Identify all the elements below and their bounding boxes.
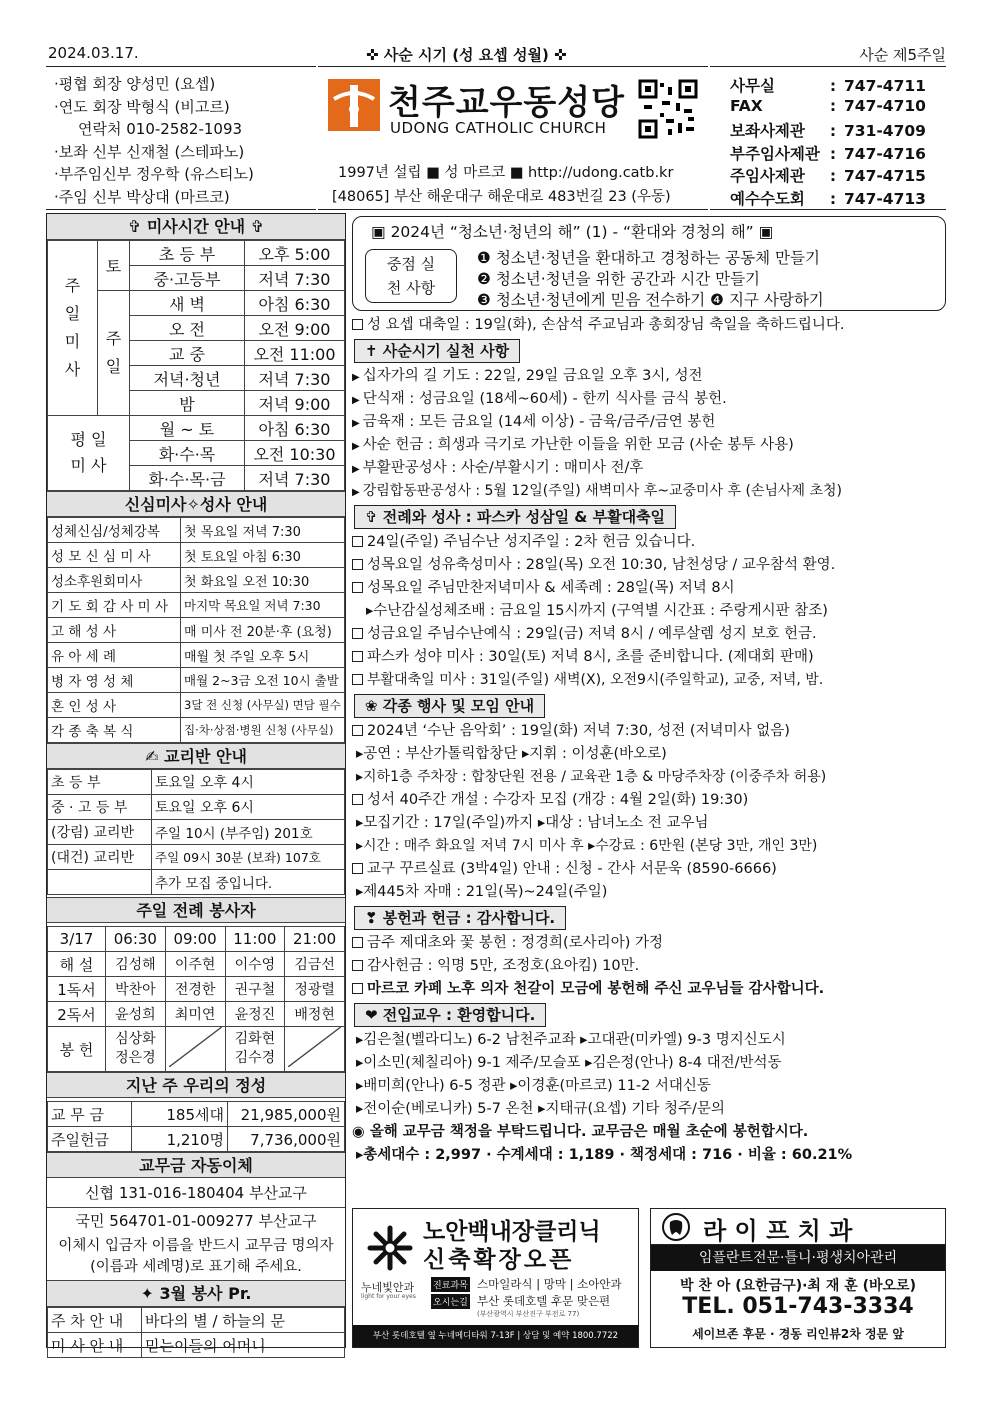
mass-name: 교 중 [130, 341, 245, 366]
special-name: 각 종 축 복 식 [48, 718, 181, 743]
list-item: ▸제445차 자매 : 21일(목)~24일(주일) [356, 884, 608, 900]
class-name: (강림) 교리반 [48, 820, 152, 845]
server-time: 11:00 [225, 927, 285, 952]
clinic-address: (부산광역시 부산진구 부전로 77) [477, 1310, 580, 1318]
triangle-icon: ▶ [352, 372, 360, 383]
liturgy-heading: ✞ 전례와 성사 : 파스카 성삼일 & 부활대축일 [354, 505, 676, 529]
church-masthead [318, 66, 708, 210]
list-item: 성목요일 주님만찬저녁미사 & 세족례 : 28일(목) 저녁 8시 [352, 577, 946, 600]
pr-role: 미 사 안 내 [48, 1333, 142, 1358]
contact-item: 주임사제관 : 747-4715 [730, 167, 926, 185]
diagonal-line [288, 1027, 341, 1067]
list-item: 24일(주일) 주님수난 성지주일 : 2차 헌금 있습니다. [352, 531, 946, 554]
list-item: ▶ 금육재 : 모든 금요일 (14세 이상) - 금육/금주/금연 봉헌 [352, 411, 946, 434]
list-item: ▸전이순(베로니카) 5-7 온천 ▸지태규(요셉) 기타 청주/문의 [356, 1101, 725, 1117]
events-heading: ❀ 각종 행사 및 모임 안내 [354, 694, 545, 718]
special-name: 성체신심/성체강복 [48, 518, 181, 543]
pr-group: 믿는이들의 어머니 [142, 1333, 345, 1358]
class-time: 주일 09시 30분 (보좌) 107호 [152, 845, 345, 870]
saturday-label: 토 [98, 241, 130, 291]
special-detail: 매월 2~3금 오전 10시 출발 [181, 668, 345, 693]
contact-item: 예수수도회 : 747-4713 [730, 189, 926, 208]
special-name: 기 도 회 감 사 미 사 [48, 593, 181, 618]
empty-cell [165, 1027, 225, 1072]
bank-account: 신협 131-016-180404 부산교구 [47, 1178, 345, 1208]
mass-name: 오 전 [130, 316, 245, 341]
offering-amount: 7,736,000원 [228, 1127, 345, 1152]
triangle-icon: ▶ [352, 487, 360, 498]
officer-item: 연락처 010-2582-1093 [78, 120, 243, 138]
server-role: 봉 헌 [48, 1027, 106, 1072]
offering-table [47, 1101, 345, 1152]
dental-title: 라 이 프 치 과 [703, 1217, 853, 1245]
pr-table [47, 1307, 345, 1358]
mass-name: 초 등 부 [130, 241, 245, 266]
church-logo-icon [328, 79, 380, 131]
clinic-specialties: 스마일라식 | 망막 | 소아안과 [477, 1277, 622, 1291]
offering-type: 교 무 금 [48, 1102, 132, 1127]
church-name: 천주교우동성당 [388, 83, 625, 123]
triangle-icon: ▶ [352, 395, 360, 406]
server-name: 심상화 정은경 [106, 1027, 166, 1072]
dental-doctors: 박 찬 아 (요한금구)·최 재 훈 (바오로) [680, 1278, 916, 1294]
tag-label: 진료과목 [431, 1277, 470, 1292]
server-name: 김성해 [106, 952, 166, 977]
pr-role: 주 차 안 내 [48, 1308, 142, 1333]
server-name: 배정현 [285, 1002, 345, 1027]
checkbox-icon [352, 674, 363, 685]
special-name: 성 모 신 심 미 사 [48, 543, 181, 568]
mass-times-heading: ✞ 미사시간 안내 ✞ [47, 214, 345, 240]
special-detail: 매 미사 전 20분·후 (요청) [181, 618, 345, 643]
server-name: 정광렬 [285, 977, 345, 1002]
mass-time: 오후 5:00 [245, 241, 345, 266]
list-item: 성서 40주간 개설 : 수강자 모집 (개강 : 4월 2일(화) 19:30) [352, 789, 946, 812]
mass-name: 월 ~ 토 [130, 416, 245, 441]
triangle-icon: ▶ [352, 464, 360, 475]
special-name: 고 해 성 사 [48, 618, 181, 643]
mass-time: 오전 9:00 [245, 316, 345, 341]
class-name: 초 등 부 [48, 770, 152, 795]
recruit-notice: 추가 모집 중입니다. [152, 870, 345, 895]
server-role: 1독서 [48, 977, 106, 1002]
servers-heading: 주일 전례 봉사자 [47, 897, 345, 923]
sunday-label: 주 일 [98, 291, 130, 416]
checkbox-icon [352, 863, 363, 874]
list-item: ▸모집기간 : 17일(주일)까지 ▸대상 : 남녀노소 전 교우님 [356, 815, 709, 831]
last-week-heading: 지난 주 우리의 정성 [47, 1072, 345, 1098]
special-name: 혼 인 성 사 [48, 693, 181, 718]
bank-account: 국민 564701-01-009277 부산교구 [75, 1212, 317, 1230]
special-name: 병 자 영 성 체 [48, 668, 181, 693]
list-item: ▸이소민(체칠리아) 9-1 제주/모슬포 ▸김은정(안나) 8-4 대전/반석동 [356, 1055, 782, 1071]
class-time: 토요일 오후 4시 [152, 770, 345, 795]
mass-time: 오전 10:30 [245, 441, 345, 466]
offering-amount: 21,985,000원 [228, 1102, 345, 1127]
list-item: ▸김은철(벨라디노) 6-2 남천주교좌 ▸고대관(미카엘) 9-3 명지신도시 [356, 1032, 786, 1048]
liturgical-season: ✜ 사순 시기 (성 요셉 성월) ✜ [366, 46, 567, 64]
list-item: ▸시간 : 매주 화요일 저녁 7시 미사 후 ▸수강료 : 6만원 (본당 3만, 개인 3만) [356, 838, 818, 854]
checkbox-icon [352, 651, 363, 662]
special-mass-heading: 신심미사✧성사 안내 [47, 491, 345, 517]
dental-logo-icon [661, 1212, 691, 1242]
offering-heading: ❣ 봉헌과 헌금 : 감사합니다. [354, 906, 566, 930]
offering-type: 주일헌금 [48, 1127, 132, 1152]
contact-list [710, 66, 946, 210]
servers-table [47, 926, 345, 1072]
tithe-notice: ◉ 올해 교무금 책정을 부탁드립니다. 교무금은 매월 초순에 봉헌합시다. [352, 1124, 809, 1140]
offering-count: 185세대 [132, 1102, 228, 1127]
mass-times-table [47, 240, 345, 491]
checkbox-icon [352, 536, 363, 547]
list-item: ▸공연 : 부산가톨릭합창단 ▸지휘 : 이성훈(바오로) [356, 746, 667, 762]
special-detail: 매월 첫 주일 오후 5시 [181, 643, 345, 668]
bulletin-date: 2024.03.17. [48, 44, 139, 62]
tithe-stats: ▸총세대수 : 2,997 · 수계세대 : 1,189 · 책정세대 : 716 · 비율 : 60.21% [356, 1147, 853, 1163]
special-name: 성소후원회미사 [48, 568, 181, 593]
top-line [46, 44, 946, 66]
list-item: 성금요일 주님수난예식 : 29일(금) 저녁 8시 / 예루살렘 성지 보호 헌금. [352, 623, 946, 646]
mass-time: 저녁 9:00 [245, 391, 345, 416]
server-time: 21:00 [285, 927, 345, 952]
dental-location: 세이브존 후문 · 경동 리인뷰2차 정문 앞 [692, 1327, 904, 1341]
server-name: 윤정진 [225, 1002, 285, 1027]
mass-name: 중·고등부 [130, 266, 245, 291]
list-item: 성목요일 성유축성미사 : 28일(목) 오전 10:30, 남천성당 / 교우참석 환영. [352, 554, 946, 577]
pr-heading: ✦ 3월 봉사 Pr. [47, 1281, 345, 1307]
clinic-brand: 누네빛안과 [361, 1281, 415, 1294]
diagonal-line [169, 1027, 222, 1067]
server-date: 3/17 [48, 927, 106, 952]
mass-time: 오전 11:00 [245, 341, 345, 366]
checkbox-icon [352, 937, 363, 948]
mass-time: 아침 6:30 [245, 291, 345, 316]
mass-time: 저녁 7:30 [245, 466, 345, 491]
founding-info: 1997년 설립 ■ 성 마르코 ■ http://udong.catb.kr [338, 165, 674, 181]
server-name: 권구철 [225, 977, 285, 1002]
list-item: 마르코 카페 노후 의자 천갈이 모금에 봉헌해 주신 교우님들 감사합니다. [352, 978, 946, 1001]
class-name [48, 870, 152, 895]
clinic-brand-english: light for your eyes [361, 1293, 416, 1300]
server-name: 윤성희 [106, 1002, 166, 1027]
class-time: 주일 10시 (부주임) 201호 [152, 820, 345, 845]
qr-code-icon[interactable] [638, 79, 698, 139]
pr-group: 바다의 별 / 하늘의 문 [142, 1308, 345, 1333]
mass-name: 화·수·목 [130, 441, 245, 466]
contact-item: 부주임사제관 : 747-4716 [730, 144, 926, 163]
catechism-heading: ✍ 교리반 안내 [47, 743, 345, 769]
list-item: 파스카 성야 미사 : 30일(토) 저녁 8시, 초를 준비합니다. (제대회 판매) [352, 646, 946, 669]
snowflake-logo-icon [367, 1225, 413, 1271]
officer-item: ·평협 회장 양성민 (요셉) [54, 75, 216, 93]
officer-item: ·부주임신부 정우학 (유스티노) [54, 165, 254, 183]
list-item: 감사헌금 : 익명 5만, 조정호(요아킴) 10만. [352, 955, 946, 978]
liturgical-week: 사순 제5주일 [859, 46, 946, 64]
theme-item: ❶ 청소년·청년을 환대하고 경청하는 공동체 만들기 [477, 249, 820, 267]
eye-clinic-ad[interactable] [352, 1208, 639, 1348]
mass-name: 새 벽 [130, 291, 245, 316]
officer-list [46, 66, 316, 210]
dental-title-bar [651, 1209, 945, 1245]
weekday-mass-label: 평 일 미 사 [48, 416, 130, 491]
checkbox-icon [352, 319, 363, 330]
mass-name: 화·수·목·금 [130, 466, 245, 491]
server-name: 이주현 [165, 952, 225, 977]
officer-item: ·연도 회장 박형식 (비고르) [54, 97, 230, 116]
server-role: 해 설 [48, 952, 106, 977]
church-address: [48065] 부산 해운대구 해운대로 483번길 23 (우동) [332, 189, 671, 205]
server-name: 최미연 [165, 1002, 225, 1027]
mass-time: 아침 6:30 [245, 416, 345, 441]
transfer-note: 이체시 입금자 이름을 반드시 교무금 명의자(이름과 세례명)로 표기해 주세요. [47, 1234, 345, 1281]
left-column [46, 213, 346, 1355]
special-detail: 3달 전 신청 (사무실) 면담 필수 [181, 693, 345, 718]
joseph-feast-notice [352, 314, 946, 337]
list-item: ▶ 부활판공성사 : 사순/부활시기 : 매미사 전/후 [352, 457, 946, 480]
server-name: 전경한 [165, 977, 225, 1002]
server-name: 김화현 김수경 [225, 1027, 285, 1072]
offering-count: 1,210명 [132, 1127, 228, 1152]
theme-box [352, 216, 946, 311]
list-item: ▸배미희(안나) 6-5 정관 ▸이경훈(마르코) 11-2 서대신동 [356, 1078, 711, 1094]
transfer-heading: 교무금 자동이체 [47, 1152, 345, 1178]
contact-item: FAX : 747-4710 [730, 96, 926, 115]
checkbox-icon [352, 983, 363, 994]
checkbox-icon [352, 628, 363, 639]
newcomers-heading: ❤ 전입교우 : 환영합니다. [354, 1003, 546, 1027]
list-item: 금주 제대초와 꽃 봉헌 : 정경희(로사리아) 가정 [352, 932, 946, 955]
checkbox-icon [352, 794, 363, 805]
special-name: 유 아 세 례 [48, 643, 181, 668]
server-time: 06:30 [106, 927, 166, 952]
dental-phone: TEL. 051-743-3334 [682, 1294, 914, 1319]
empty-cell [285, 1027, 345, 1072]
theme-title: ▣ 2024년 “청소년·청년의 해” (1) - “환대와 경청의 해” ▣ [371, 223, 774, 241]
theme-item: ❸ 청소년·청년에게 믿음 전수하기 ❹ 지구 사랑하기 [477, 291, 824, 309]
server-role: 2독서 [48, 1002, 106, 1027]
right-column [352, 216, 946, 1167]
class-time: 토요일 오후 6시 [152, 795, 345, 820]
mass-name: 밤 [130, 391, 245, 416]
sunday-mass-label: 주 일 미 사 [48, 241, 98, 416]
list-item: ▶ 강림합동판공성사 : 5월 12일(주일) 새벽미사 후~교중미사 후 (손님사제 초청) [352, 480, 946, 503]
contact-item: 사무실 : 747-4711 [730, 77, 926, 95]
contact-item: 보좌사제관 : 731-4709 [730, 122, 926, 140]
special-detail: 첫 토요일 아침 6:30 [181, 543, 345, 568]
officer-item: ·보좌 신부 신재철 (스테파노) [54, 142, 245, 161]
class-name: (대건) 교리반 [48, 845, 152, 870]
server-name: 김금선 [285, 952, 345, 977]
lent-heading: ✝ 사순시기 실천 사항 [354, 339, 520, 363]
notice-text: 성 요셉 대축일 : 19일(화), 손삼석 주교님과 총회장님 축일을 축하드립니다. [367, 317, 845, 333]
clinic-location: 부산 롯데호텔 후문 맞은편 [477, 1294, 611, 1308]
special-detail: 첫 목요일 저녁 7:30 [181, 518, 345, 543]
checkbox-icon [352, 725, 363, 736]
special-detail: 마지막 목요일 저녁 7:30 [181, 593, 345, 618]
triangle-icon: ▶ [352, 441, 360, 452]
mass-time: 저녁 7:30 [245, 366, 345, 391]
list-item: ▶ 단식재 : 성금요일 (18세~60세) - 한끼 식사를 금식 봉헌. [352, 388, 946, 411]
triangle-icon: ▶ [352, 418, 360, 429]
special-detail: 첫 화요일 오전 10:30 [181, 568, 345, 593]
dental-services: 임플란트전문·틀니·평생치아관리 [651, 1245, 945, 1271]
officer-item: ·주임 신부 박상대 (마르코) [54, 187, 230, 206]
special-detail: 집·차·상점·병원 신청 (사무실) [181, 718, 345, 743]
special-mass-table [47, 517, 345, 743]
tag-label: 오시는길 [431, 1294, 470, 1309]
theme-item: ❷ 청소년·청년을 위한 공간과 시간 만들기 [477, 270, 761, 288]
server-time: 09:00 [165, 927, 225, 952]
checkbox-icon [352, 559, 363, 570]
list-item: 교구 꾸르실료 (3박4일) 안내 : 신청 - 간사 서문욱 (8590-6666) [352, 858, 946, 881]
list-item: 부활대축일 미사 : 31일(주일) 새벽(X), 오전9시(주일학교), 교중, 저녁, 밤. [352, 669, 946, 692]
server-name: 이수영 [225, 952, 285, 977]
list-item: ▸지하1층 주차장 : 합창단원 전용 / 교육관 1층 & 마당주차장 (이중주차 허용) [356, 769, 827, 785]
list-item: 2024년 ‘수난 음악회’ : 19일(화) 저녁 7:30, 성전 (저녁미사 없음) [352, 720, 946, 743]
ad-subtitle: 신축확장오픈 [423, 1247, 575, 1273]
list-item: ▶ 사순 헌금 : 희생과 극기로 가난한 이들을 위한 모금 (사순 봉투 사용) [352, 434, 946, 457]
catechism-table [47, 769, 345, 895]
dental-clinic-ad[interactable] [650, 1208, 946, 1348]
clinic-contact-bar: 부산 롯데호텔 옆 누네메디타워 7-13F | 상담 및 예약 1800.7722 [353, 1325, 638, 1347]
class-name: 중 · 고 등 부 [48, 795, 152, 820]
checkbox-icon [352, 582, 363, 593]
mass-time: 저녁 7:30 [245, 266, 345, 291]
server-name: 박찬아 [106, 977, 166, 1002]
ad-title: 노안백내장클리닉 [423, 1219, 601, 1245]
mass-name: 저녁·청년 [130, 366, 245, 391]
list-item: ▸수난감실성체조배 : 금요일 15시까지 (구역별 시간표 : 주랑게시판 참조) [366, 603, 828, 619]
list-item: ▶ 십자가의 길 기도 : 22일, 29일 금요일 오후 3시, 성전 [352, 365, 946, 388]
theme-label: 중점 실천 사항 [365, 249, 457, 303]
checkbox-icon [352, 960, 363, 971]
church-name-english: UDONG CATHOLIC CHURCH [390, 119, 607, 137]
